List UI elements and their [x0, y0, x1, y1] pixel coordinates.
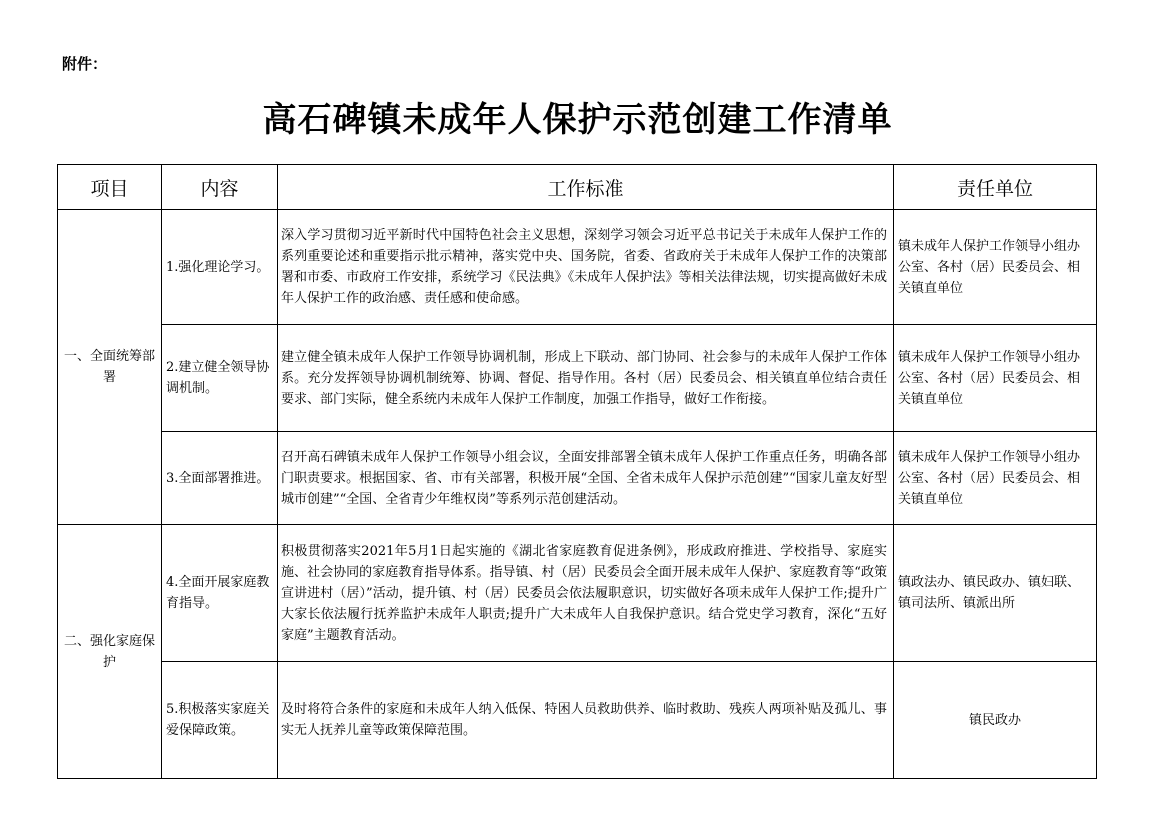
- content-cell: 3.全面部署推进。: [162, 432, 278, 525]
- table-header-row: [58, 165, 1097, 210]
- standard-cell: 及时将符合条件的家庭和未成年人纳入低保、特困人员救助供养、临时救助、残疾人两项补贴及孤儿、事实无人抚养儿童等政策保障范围。: [278, 662, 894, 779]
- unit-cell: 镇未成年人保护工作领导小组办公室、各村（居）民委员会、相关镇直单位: [894, 325, 1097, 432]
- header-content: 内容: [162, 165, 278, 210]
- standard-cell: 召开高石碑镇未成年人保护工作领导小组会议，全面安排部署全镇未成年人保护工作重点任务，明确各部门职责要求。根据国家、省、市有关部署，积极开展“全国、全省未成年人保护示范创建”“国家儿童友好型城市创建”“全国、全省青少年维权岗”等系列示范创建活动。: [278, 432, 894, 525]
- standard-cell: 积极贯彻落实2021年5月1日起实施的《湖北省家庭教育促进条例》，形成政府推进、学校指导、家庭实施、社会协同的家庭教育指导体系。指导镇、村（居）民委员会全面开展未成年人保护、家庭教育等“政策宣讲进村（居）”活动，提升镇、村（居）民委员会依法履职意识，切实做好各项未成年人保护工作;提升广大家长依法履行抚养监护未成年人职责;提升广大未成年人自我保护意识。结合党史学习教育，深化“五好家庭”主题教育活动。: [278, 525, 894, 662]
- header-project: 项目: [58, 165, 162, 210]
- table-row: [58, 432, 1097, 525]
- project-cell: 一、全面统筹部署: [58, 210, 162, 525]
- document-title: 高石碑镇未成年人保护示范创建工作清单: [262, 100, 893, 140]
- content-cell: 4.全面开展家庭教育指导。: [162, 525, 278, 662]
- unit-cell: 镇政法办、镇民政办、镇妇联、镇司法所、镇派出所: [894, 525, 1097, 662]
- content-cell: 5.积极落实家庭关爱保障政策。: [162, 662, 278, 779]
- table-row: [58, 210, 1097, 325]
- header-unit: 责任单位: [894, 165, 1097, 210]
- project-cell: 二、强化家庭保护: [58, 525, 162, 779]
- standard-cell: 深入学习贯彻习近平新时代中国特色社会主义思想，深刻学习领会习近平总书记关于未成年人保护工作的系列重要论述和重要指示批示精神，落实党中央、国务院，省委、省政府关于未成年人保护工作的决策部署和市委、市政府工作安排，系统学习《民法典》《未成年人保护法》等相关法律法规，切实提高做好未成年人保护工作的政治感、责任感和使命感。: [278, 210, 894, 325]
- unit-cell: 镇民政办: [894, 662, 1097, 779]
- unit-cell: 镇未成年人保护工作领导小组办公室、各村（居）民委员会、相关镇直单位: [894, 210, 1097, 325]
- standard-cell: 建立健全镇未成年人保护工作领导协调机制，形成上下联动、部门协同、社会参与的未成年人保护工作体系。充分发挥领导协调机制统筹、协调、督促、指导作用。各村（居）民委员会、相关镇直单位结合责任要求、部门实际，健全系统内未成年人保护工作制度，加强工作指导，做好工作衔接。: [278, 325, 894, 432]
- annex-label: 附件：: [62, 55, 108, 73]
- table-row: [58, 525, 1097, 662]
- unit-cell: 镇未成年人保护工作领导小组办公室、各村（居）民委员会、相关镇直单位: [894, 432, 1097, 525]
- table-row: [58, 325, 1097, 432]
- work-list-table: [57, 164, 1097, 779]
- content-cell: 1.强化理论学习。: [162, 210, 278, 325]
- header-standard: 工作标准: [278, 165, 894, 210]
- content-cell: 2.建立健全领导协调机制。: [162, 325, 278, 432]
- table-row: [58, 662, 1097, 779]
